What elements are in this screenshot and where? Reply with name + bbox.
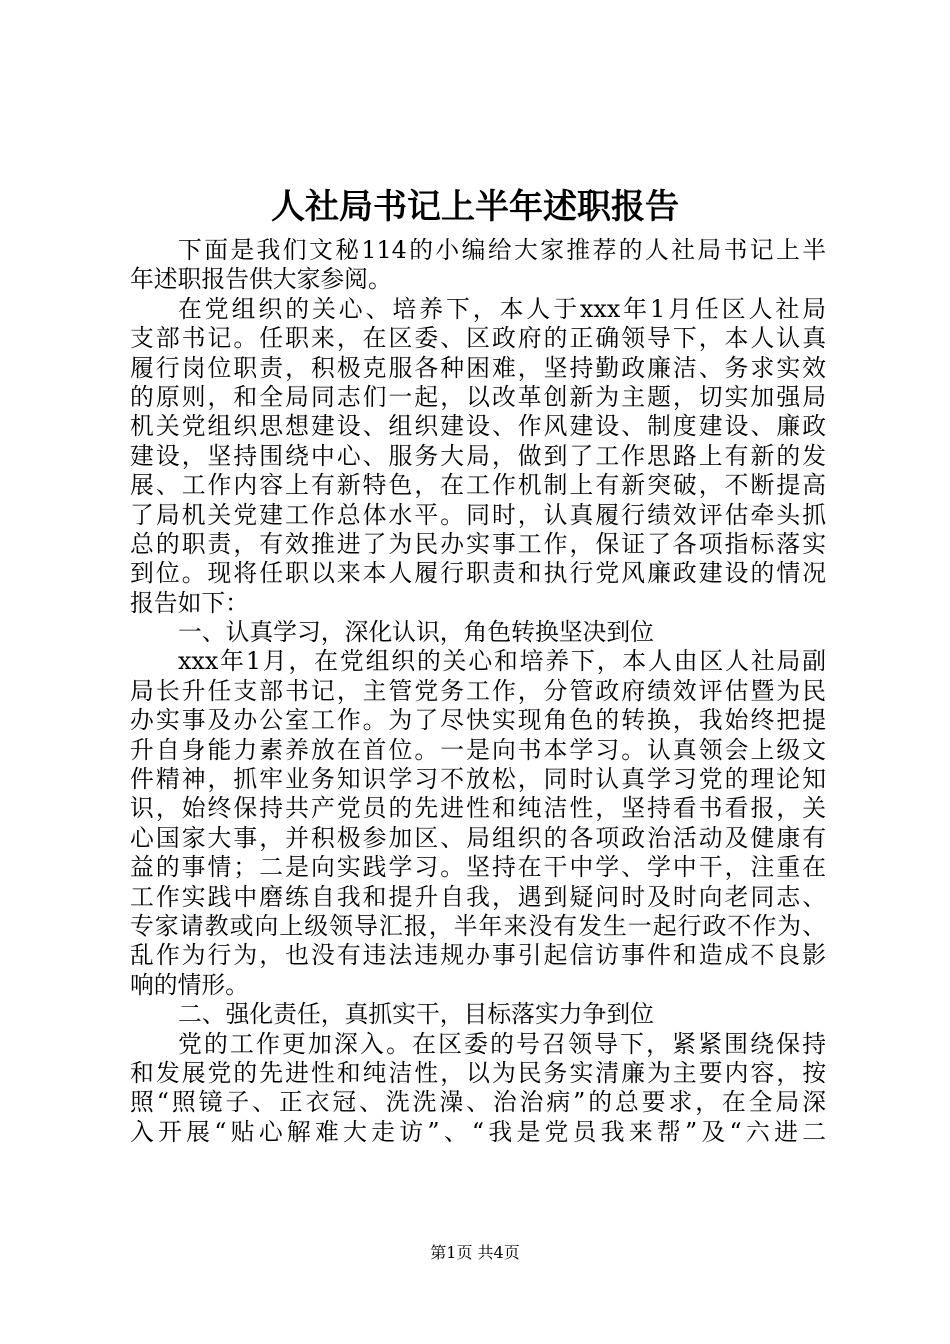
text-line: 履行岗位职责，积极克服各种困难，坚持勤政廉洁、务求实效	[130, 353, 826, 382]
text-line: 在党组织的关心、培养下，本人于xxx年1月任区人社局	[178, 294, 826, 323]
text-line: 照“照镜子、正衣冠、洗洗澡、治治病”的总要求，在全局深	[130, 1088, 826, 1117]
text-line: 总的职责，有效推进了为民办实事工作，保证了各项指标落实	[130, 529, 826, 558]
text-line: xxx年1月，在党组织的关心和培养下，本人由区人社局副	[178, 647, 826, 676]
text-line: 办实事及办公室工作。为了尽快实现角色的转换，我始终把提	[130, 706, 826, 735]
text-line: 件精神，抓牢业务知识学习不放松，同时认真学习党的理论知	[130, 765, 826, 794]
text-line: 识，始终保持共产党员的先进性和纯洁性，坚持看书看报，关	[130, 794, 826, 823]
text-line: 心国家大事，并积极参加区、局组织的各项政治活动及健康有	[130, 823, 826, 852]
document-body	[130, 236, 826, 1147]
text-line: 支部书记。任职来，在区委、区政府的正确领导下，本人认真	[130, 324, 826, 353]
text-line: 响的情形。	[130, 970, 249, 999]
page-footer: 第1页 共4页	[430, 1243, 520, 1262]
text-line: 工作实践中磨练自我和提升自我，遇到疑问时及时向老同志、	[130, 882, 826, 911]
text-line: 的原则，和全局同志们一起，以改革创新为主题，切实加强局	[130, 382, 826, 411]
text-line: 二、强化责任，真抓实干，目标落实力争到位	[178, 1000, 654, 1029]
text-line: 乱作为行为，也没有违法违规办事引起信访事件和造成不良影	[130, 941, 826, 970]
text-line: 入开展“贴心解难大走访”、“我是党员我来帮”及“六进二	[130, 1117, 826, 1146]
text-line: 下面是我们文秘114的小编给大家推荐的人社局书记上半	[178, 236, 826, 264]
text-line: 年述职报告供大家参阅。	[130, 265, 392, 294]
text-line: 专家请教或向上级领导汇报，半年来没有发生一起行政不作为、	[130, 911, 826, 940]
text-line: 益的事情；二是向实践学习。坚持在干中学、学中干，注重在	[130, 853, 826, 882]
text-line: 到位。现将任职以来本人履行职责和执行党风廉政建设的情况	[130, 559, 826, 588]
text-line: 升自身能力素养放在首位。一是向书本学习。认真领会上级文	[130, 735, 826, 764]
text-line: 一、认真学习，深化认识，角色转换坚决到位	[178, 618, 654, 647]
document-title: 人社局书记上半年述职报告	[271, 187, 679, 227]
text-line: 党的工作更加深入。在区委的号召领导下，紧紧围绕保持	[178, 1029, 826, 1058]
text-line: 展、工作内容上有新特色，在工作机制上有新突破，不断提高	[130, 471, 826, 500]
text-line: 局长升任支部书记，主管党务工作，分管政府绩效评估暨为民	[130, 676, 826, 705]
text-line: 机关党组织思想建设、组织建设、作风建设、制度建设、廉政	[130, 412, 826, 441]
text-line: 了局机关党建工作总体水平。同时，认真履行绩效评估牵头抓	[130, 500, 826, 529]
text-line: 和发展党的先进性和纯洁性，以为民务实清廉为主要内容，按	[130, 1058, 826, 1087]
text-line: 报告如下：	[130, 588, 249, 617]
text-line: 建设，坚持围绕中心、服务大局，做到了工作思路上有新的发	[130, 441, 826, 470]
